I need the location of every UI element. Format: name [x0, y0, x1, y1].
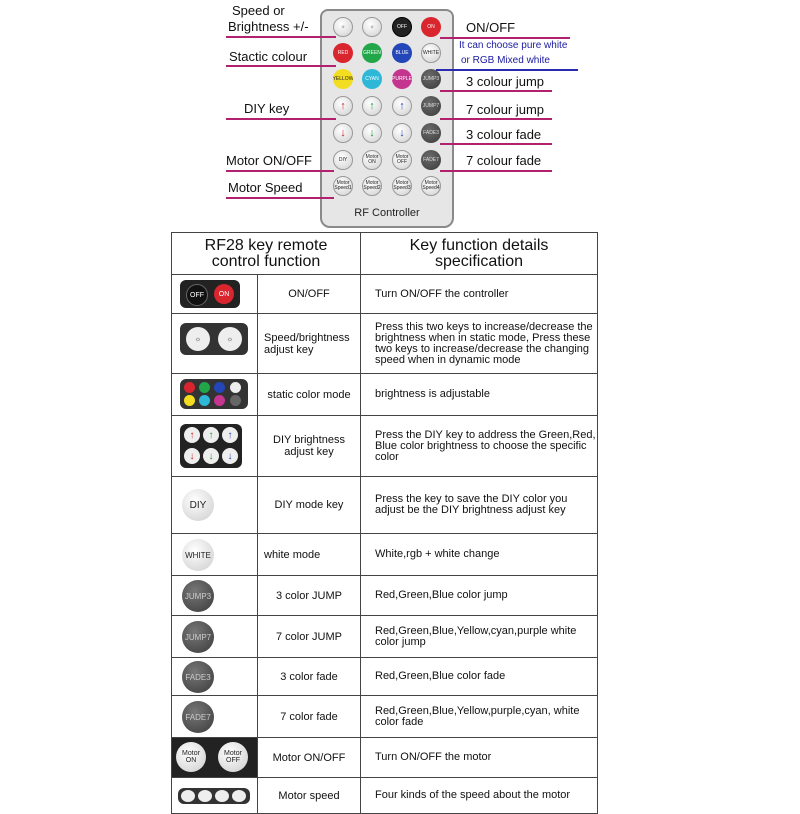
- row-image: [172, 616, 258, 658]
- row-name: 3 color JUMP: [258, 576, 361, 616]
- motor-speed2-button[interactable]: Motor Speed2: [362, 176, 382, 196]
- motor-on-button[interactable]: Motor ON: [362, 150, 382, 170]
- row-desc: brightness is adjustable: [361, 374, 598, 416]
- fade3-button[interactable]: FADE3: [421, 123, 441, 143]
- table-row: [172, 314, 598, 374]
- label-white-note-1: It can choose pure white: [459, 40, 568, 51]
- label-speed-brightness: Speed or: [232, 3, 285, 18]
- row-image: [172, 658, 258, 696]
- leader-line: [226, 65, 336, 67]
- purple-button[interactable]: PURPLE: [392, 69, 412, 89]
- diy-arrows-image: [180, 424, 242, 468]
- white-button[interactable]: WHITE: [421, 43, 441, 63]
- static-color-image: [180, 379, 248, 409]
- table-row: [172, 576, 598, 616]
- arrow-down-icon: ↓: [399, 126, 405, 139]
- row-name: Speed/brightness adjust key: [258, 314, 361, 374]
- row-image: [172, 314, 258, 374]
- motor-speed-dot: [198, 790, 212, 802]
- motor-speed-dot: [232, 790, 246, 802]
- sun-icon: ☼: [218, 327, 242, 351]
- leader-line: [436, 69, 578, 71]
- diy-green-up-button[interactable]: [362, 96, 382, 116]
- fade7-icon: FADE7: [182, 701, 214, 733]
- diy-blue-down-button[interactable]: [392, 123, 412, 143]
- row-name: Motor ON/OFF: [258, 738, 361, 778]
- header-right-line1: Key function details: [409, 236, 549, 254]
- jump3-icon: JUMP3: [182, 580, 214, 612]
- label-white-note-2: or RGB Mixed white: [461, 55, 550, 66]
- label-static-colour: Stactic colour: [229, 49, 308, 64]
- row-desc: Red,Green,Blue,Yellow,purple,cyan, white color fade: [361, 696, 598, 738]
- table-row: [172, 534, 598, 576]
- motor-off-button[interactable]: Motor OFF: [392, 150, 412, 170]
- row-image: [172, 534, 258, 576]
- on-button[interactable]: ON: [421, 17, 441, 37]
- blue-button[interactable]: BLUE: [392, 43, 412, 63]
- green-dot: [199, 382, 210, 393]
- arrow-up-icon: ↑: [184, 427, 200, 443]
- fade3-icon: FADE3: [182, 661, 214, 693]
- row-name: 7 color JUMP: [258, 616, 361, 658]
- label-7-colour-fade: 7 colour fade: [466, 153, 542, 168]
- diy-icon: DIY: [182, 489, 214, 521]
- table-header: [172, 233, 598, 275]
- row-image: [172, 374, 258, 416]
- arrow-down-icon: ↓: [203, 448, 219, 464]
- leader-line: [440, 118, 552, 120]
- motor-speed-dot: [181, 790, 195, 802]
- header-left-line1: RF28 key remote: [204, 236, 328, 254]
- arrow-up-icon: ↑: [203, 427, 219, 443]
- row-desc: Red,Green,Blue,Yellow,cyan,purple white color jump: [361, 616, 598, 658]
- jump3-button[interactable]: JUMP3: [421, 69, 441, 89]
- row-desc: Press the key to save the DIY color you adjust be the DIY brightness adjust key: [361, 477, 598, 534]
- diy-blue-up-button[interactable]: [392, 96, 412, 116]
- table-row: [172, 738, 598, 778]
- row-name: white mode: [258, 534, 361, 576]
- on-icon: ON: [214, 284, 234, 304]
- table-row: [172, 778, 598, 814]
- jump-dot: [230, 395, 241, 406]
- row-desc: Red,Green,Blue color fade: [361, 658, 598, 696]
- row-image: [172, 275, 258, 314]
- row-name: DIY brightness adjust key: [258, 416, 361, 477]
- brightness-down-button[interactable]: [333, 17, 353, 37]
- red-button[interactable]: RED: [333, 43, 353, 63]
- motor-speed3-button[interactable]: Motor Speed3: [392, 176, 412, 196]
- white-dot: [230, 382, 241, 393]
- table-row: [172, 416, 598, 477]
- row-name: 3 color fade: [258, 658, 361, 696]
- diy-red-down-button[interactable]: [333, 123, 353, 143]
- row-desc: Four kinds of the speed about the motor: [361, 778, 598, 814]
- arrow-down-icon: ↓: [369, 126, 375, 139]
- row-desc: Turn ON/OFF the controller: [361, 275, 598, 314]
- arrow-up-icon: ↑: [222, 427, 238, 443]
- row-image: [172, 778, 258, 814]
- red-dot: [184, 382, 195, 393]
- row-image: [172, 576, 258, 616]
- table-row: [172, 477, 598, 534]
- header-right-line2: specification: [434, 252, 524, 270]
- diy-red-up-button[interactable]: [333, 96, 353, 116]
- table-row: [172, 374, 598, 416]
- leader-line: [440, 90, 552, 92]
- remote-title: RF Controller: [354, 207, 420, 219]
- leader-line: [440, 170, 552, 172]
- purple-dot: [214, 395, 225, 406]
- sun-icon: ☼: [369, 23, 375, 30]
- row-desc: Press this two keys to increase/decrease the brightness when in static mode, Press these two keys to increase/decrease the changing speed when in dynamic mode: [361, 314, 598, 374]
- arrow-down-icon: ↓: [222, 448, 238, 464]
- motor-speed4-button[interactable]: Motor Speed4: [421, 176, 441, 196]
- diy-green-down-button[interactable]: [362, 123, 382, 143]
- motor-speed-dot: [215, 790, 229, 802]
- row-name: DIY mode key: [258, 477, 361, 534]
- row-name: ON/OFF: [258, 275, 361, 314]
- label-motor-speed: Motor Speed: [228, 180, 303, 195]
- function-table: [171, 232, 598, 814]
- row-desc: White,rgb + white change: [361, 534, 598, 576]
- row-image: [172, 416, 258, 477]
- cyan-button[interactable]: CYAN: [362, 69, 382, 89]
- diy-button[interactable]: DIY: [333, 150, 353, 170]
- brightness-up-button[interactable]: [362, 17, 382, 37]
- header-left-line2: control function: [211, 252, 321, 270]
- label-3-colour-fade: 3 colour fade: [466, 127, 542, 142]
- rf-remote: [320, 9, 454, 228]
- motor-speed-image: [178, 788, 250, 804]
- table-row: [172, 616, 598, 658]
- sun-icon: ☼: [186, 327, 210, 351]
- row-image: [172, 477, 258, 534]
- white-icon: WHITE: [182, 539, 214, 571]
- leader-line: [226, 197, 334, 199]
- arrow-up-icon: ↑: [369, 99, 375, 112]
- row-image: [172, 738, 258, 778]
- header-left: [172, 233, 361, 275]
- jump7-icon: JUMP7: [182, 621, 214, 653]
- row-name: 7 color fade: [258, 696, 361, 738]
- label-motor-onoff: Motor ON/OFF: [226, 153, 312, 168]
- yellow-button[interactable]: YELLOW: [333, 69, 353, 89]
- row-desc: Press the DIY key to address the Green,Red, Blue color brightness to choose the specific color: [361, 416, 598, 477]
- leader-line: [226, 36, 336, 38]
- motor-off-icon: Motor OFF: [218, 742, 248, 772]
- label-7-colour-jump: 7 colour jump: [466, 102, 545, 117]
- label-speed-brightness-2: Brightness +/-: [228, 19, 309, 34]
- onoff-image: [180, 280, 240, 308]
- sun-icon: ☼: [340, 23, 346, 30]
- fade7-button[interactable]: FADE7: [421, 150, 441, 170]
- leader-line: [226, 170, 334, 172]
- header-right: [361, 233, 598, 275]
- off-icon: OFF: [186, 284, 208, 306]
- arrow-down-icon: ↓: [184, 448, 200, 464]
- arrow-down-icon: ↓: [340, 126, 346, 139]
- table-row: [172, 696, 598, 738]
- cyan-dot: [199, 395, 210, 406]
- row-name: static color mode: [258, 374, 361, 416]
- green-button[interactable]: GREEN: [362, 43, 382, 63]
- label-diy-key: DIY key: [244, 101, 290, 116]
- leader-line: [440, 37, 570, 39]
- row-image: [172, 696, 258, 738]
- table-row: [172, 275, 598, 314]
- row-desc: Turn ON/OFF the motor: [361, 738, 598, 778]
- yellow-dot: [184, 395, 195, 406]
- label-3-colour-jump: 3 colour jump: [466, 74, 545, 89]
- blue-dot: [214, 382, 225, 393]
- jump7-button[interactable]: JUMP7: [421, 96, 441, 116]
- brightness-image: [180, 323, 248, 355]
- leader-line: [440, 143, 552, 145]
- table-row: [172, 658, 598, 696]
- off-button[interactable]: OFF: [392, 17, 412, 37]
- row-name: Motor speed: [258, 778, 361, 814]
- motor-on-icon: Motor ON: [176, 742, 206, 772]
- arrow-up-icon: ↑: [399, 99, 405, 112]
- label-on-off: ON/OFF: [466, 20, 516, 35]
- row-desc: Red,Green,Blue color jump: [361, 576, 598, 616]
- arrow-up-icon: ↑: [340, 99, 346, 112]
- leader-line: [226, 118, 336, 120]
- motor-speed1-button[interactable]: Motor Speed1: [333, 176, 353, 196]
